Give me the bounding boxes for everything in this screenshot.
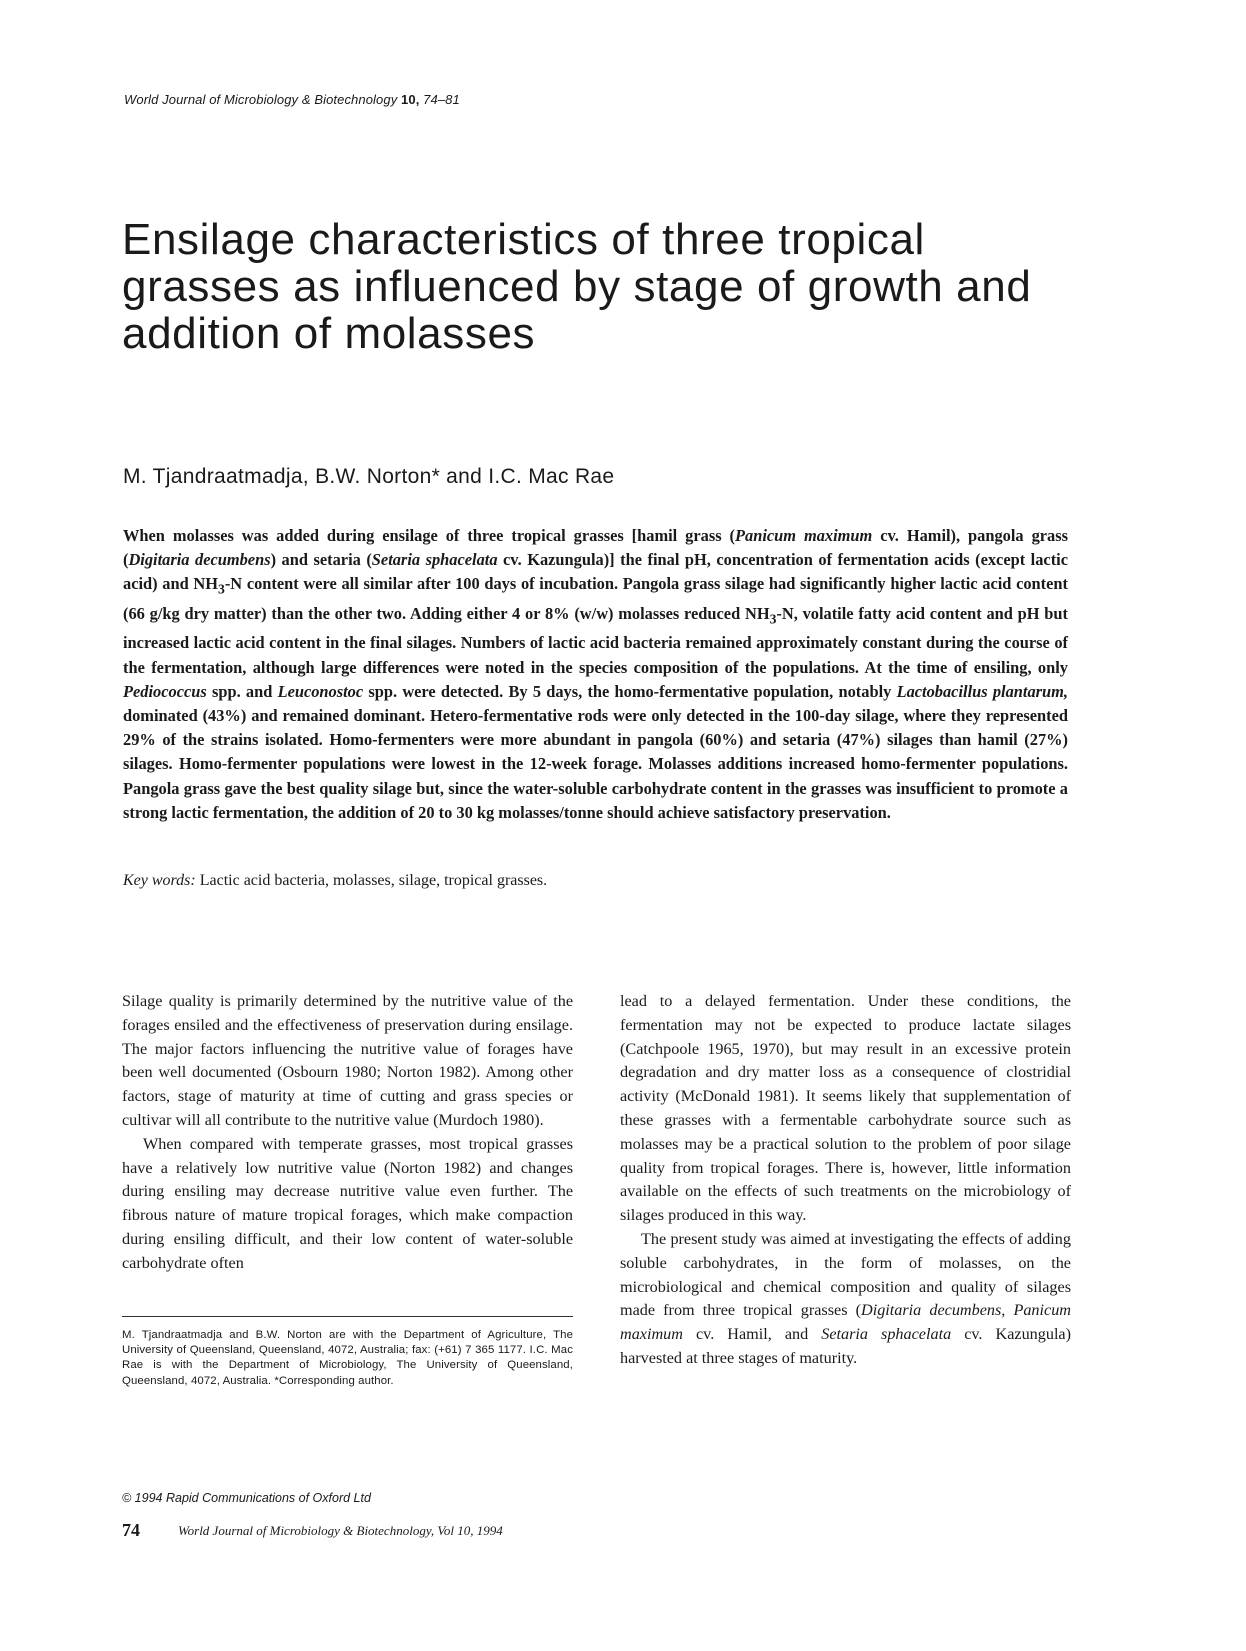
body-paragraph: Silage quality is primarily determined by the nutritive value of the forages ensiled and the effectiveness of preservation during ensilage. The major factors influencing the nutritive value of forages have been well documented (Osbourn 1980; Norton 1982). Among other factors, stage of maturity at time of cutting and grass species or cultivar will all contribute to the nutritive value (Murdoch 1980). (122, 992, 573, 1129)
species-name: Digitaria decumbens, Panicum maximum (620, 1301, 1071, 1344)
article-title: Ensilage characteristics of three tropical grasses as influenced by stage of growth and addition of molasses (122, 215, 1032, 358)
journal-volume: 10, (401, 92, 420, 107)
keywords (123, 872, 547, 890)
keywords-label: Key words: (123, 872, 196, 889)
genus-name: Pediococcus (123, 681, 207, 701)
page-number: 74 (122, 1520, 140, 1540)
body-column-left (122, 990, 573, 1276)
body-paragraph: The present study was aimed at investigating the effects of adding soluble carbohydrates, in the form of molasses, on the microbiological and chemical composition and quality of silages made from three tropical grasses (Digitaria decumbens, Panicum maximum cv. Hamil, and Setaria sphacelata cv. Kazungula) harvested at three stages of maturity. (620, 1229, 1072, 1367)
species-name: Digitaria decumbens (128, 550, 271, 570)
body-column-right (620, 990, 1071, 1371)
author-list: M. Tjandraatmadja, B.W. Norton* and I.C. Mac Rae (123, 465, 615, 488)
genus-name: Leuconostoc (277, 681, 364, 701)
keywords-text: Lactic acid bacteria, molasses, silage, tropical grasses. (195, 872, 548, 889)
footer-journal-citation: World Journal of Microbiology & Biotechnology, Vol 10, 1994 (178, 1523, 503, 1538)
species-name: Setaria sphacelata (821, 1325, 952, 1344)
copyright-notice: © 1994 Rapid Communications of Oxford Ltd (122, 1491, 371, 1505)
species-name: Panicum maximum (735, 526, 873, 545)
journal-header (124, 92, 460, 107)
body-paragraph: When compared with temperate grasses, most tropical grasses have a relatively low nutritive value (Norton 1982) and changes during ensiling may decrease nutritive value even further. The fibrous nature of mature tropical forages, which make compaction during ensiling difficult, and their low content of water-soluble carbohydrate often (122, 1134, 573, 1272)
species-name: Setaria sphacelata (371, 550, 498, 570)
author-affiliation-footnote: M. Tjandraatmadja and B.W. Norton are with the Department of Agriculture, The University of Queensland, Queensland, 4072, Australia; fax: (+61) 7 365 1177. I.C. Mac Rae is with the Department of Microbiology, The University of Queensland, Queensland, 4072, Australia. *Corresponding author. (122, 1329, 573, 1387)
abstract: When molasses was added during ensilage of three tropical grasses [hamil grass (Panicum maximum cv. Hamil), pangola grass (Digitaria decumbens) and setaria (Setaria sphacelata cv. Kazungula)] the final pH, concentration of fermentation acids (except lactic acid) and $NH_3-N$ content were all similar after 100 days of incubation. Pangola grass silage had significantly higher lactic acid content (66 g/kg dry matter) than the other two. Adding either 4 or 8% (w/w) molasses reduced $NH_3-N$, volatile fatty acid content and pH but increased lactic acid content in the final silages. Numbers of lactic acid bacteria remained approximately constant during the course of the fermentation, although large differences were noted in the species composition of the populations. At the time of ensiling, only Pediococcus spp. and Leuconostoc spp. were detected. By 5 days, the homo-fermentative population, notably Lactobacillus plantarum, dominated (43%) and remained dominant. Hetero-fermentative rods were only detected in the 100-day silage, where they represented 29% of the strains isolated. Homo-fermenters were more abundant in pangola (60%) and setaria (47%) silages than hamil (27%) silages. Homo-fermenter populations were lowest in the 12-week forage. Molasses additions increased homo-fermenter populations. Pangola grass gave the best quality silage but, since the water-soluble carbohydrate content in the grasses was insufficient to promote a strong lactic fermentation, the addition of 20 to 30 kg molasses/tonne should achieve satisfactory preservation. (123, 526, 1068, 822)
journal-pages: 74–81 (423, 92, 460, 107)
species-name: Lactobacillus plantarum, (896, 681, 1068, 701)
footnote-divider (122, 1316, 573, 1317)
journal-name: World Journal of Microbiology & Biotechnology (124, 92, 398, 107)
body-paragraph: lead to a delayed fermentation. Under these conditions, the fermentation may not be expected to produce lactate silages (Catchpoole 1965, 1970), but may result in an excessive protein degradation and dry matter loss as a consequence of clostridial activity (McDonald 1981). It seems likely that supplementation of these grasses with a fermentable carbohydrate source such as molasses may be a practical solution to the problem of poor silage quality from tropical forages. There is, however, little information available on the effects of such treatments on the microbiology of silages produced in this way. (620, 992, 1071, 1225)
